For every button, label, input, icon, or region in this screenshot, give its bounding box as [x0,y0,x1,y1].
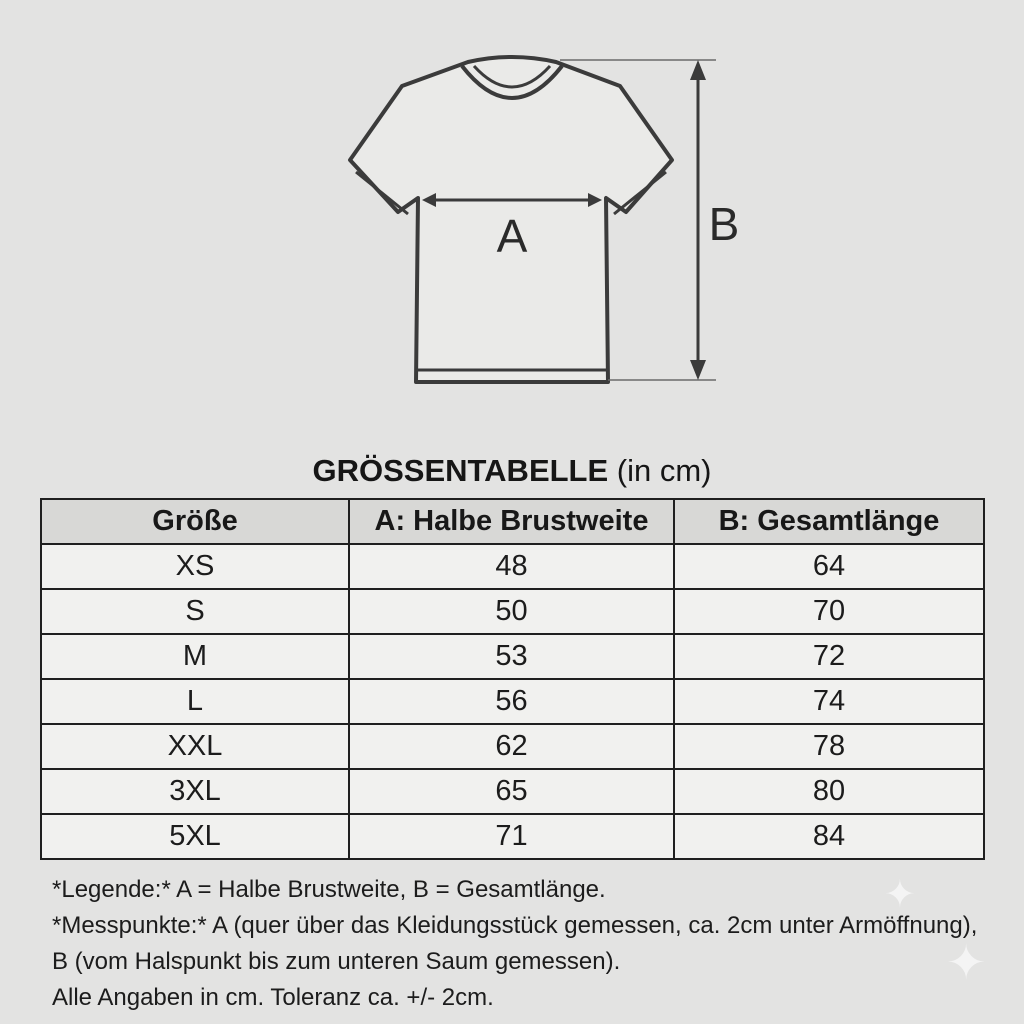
table-row [41,679,984,724]
cell-chest: 62 [349,724,674,769]
cell-size: S [41,589,349,634]
size-table [40,498,985,860]
label-a: A [496,210,528,262]
title-unit: (in cm) [608,453,712,488]
title-main: GRÖSSENTABELLE [312,453,609,488]
tolerance-note: Alle Angaben in cm. Toleranz ca. +/- 2cm. [52,984,494,1011]
arrow-b-top-head [690,60,706,80]
column-header-length: B: Gesamtlänge [674,499,984,544]
cell-chest: 53 [349,634,674,679]
cell-length: 72 [674,634,984,679]
table-row [41,589,984,634]
table-row [41,769,984,814]
table-header-row [41,499,984,544]
arrow-b-bottom-head [690,360,706,380]
four-point-star-icon: ✦ [884,874,916,916]
table-row [41,724,984,769]
table-row [41,544,984,589]
column-header-chest: A: Halbe Brustweite [349,499,674,544]
table-row [41,634,984,679]
column-header-size: Größe [41,499,349,544]
table-row [41,814,984,859]
cell-chest: 65 [349,769,674,814]
notes-section [52,872,982,1016]
label-b: B [708,198,740,250]
cell-length: 74 [674,679,984,724]
cell-size: 3XL [41,769,349,814]
page-title [0,449,1024,493]
tshirt-measurement-diagram [0,0,1024,440]
cell-length: 78 [674,724,984,769]
cell-length: 64 [674,544,984,589]
cell-chest: 56 [349,679,674,724]
tshirt-svg [0,0,1024,440]
legend-note: *Legende:* A = Halbe Brustweite, B = Gesamtlänge. [52,876,606,903]
cell-size: M [41,634,349,679]
cell-length: 70 [674,589,984,634]
cell-chest: 48 [349,544,674,589]
cell-size: XXL [41,724,349,769]
cell-size: 5XL [41,814,349,859]
cell-chest: 71 [349,814,674,859]
four-point-star-icon: ✦ [946,937,987,990]
cell-length: 84 [674,814,984,859]
cell-size: L [41,679,349,724]
cell-size: XS [41,544,349,589]
measuring-points-note: *Messpunkte:* A (quer über das Kleidungsstück gemessen, ca. 2cm unter Armöffnung), B (vom Halspunkt bis zum unteren Saum gemessen). [52,912,978,975]
cell-chest: 50 [349,589,674,634]
cell-length: 80 [674,769,984,814]
